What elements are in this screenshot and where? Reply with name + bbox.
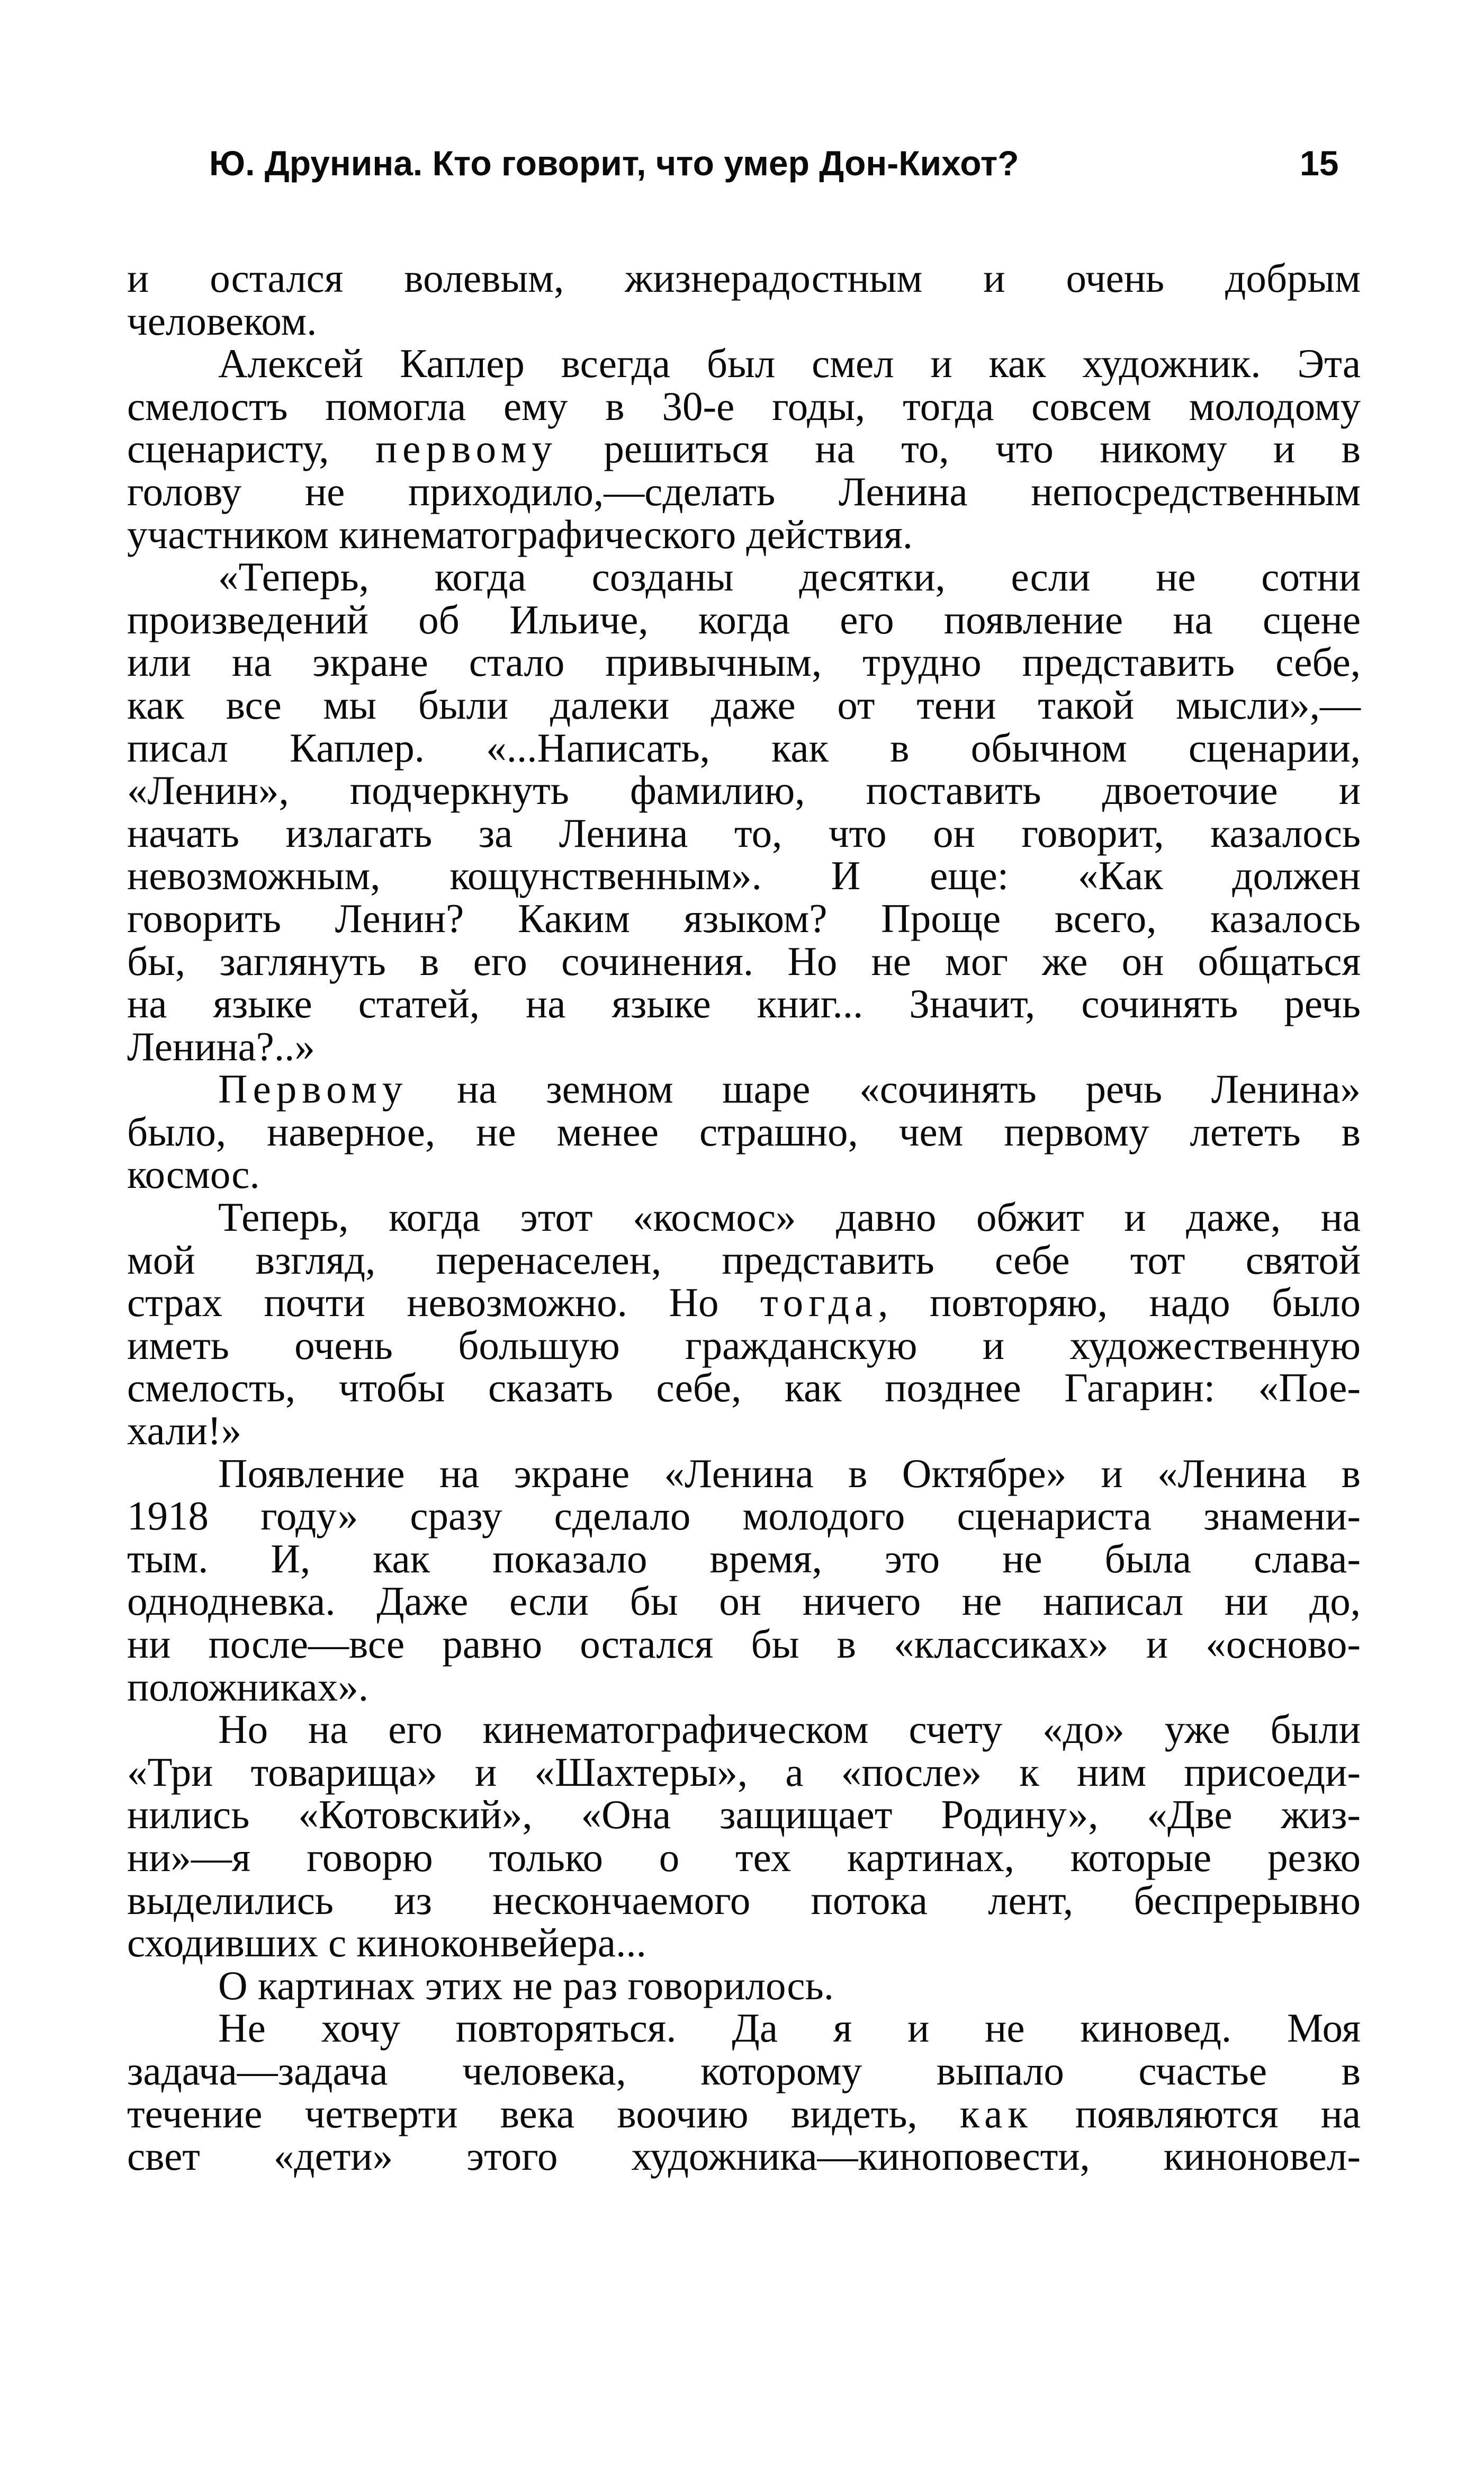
text-run: течение четверти века воочию видеть, — [127, 2090, 960, 2136]
paragraph — [127, 556, 1361, 1068]
text-line: было, наверное, не менее страшно, чем первому лететь в — [127, 1108, 1361, 1155]
text-line: иметь очень большую гражданскую и художественную — [127, 1322, 1361, 1368]
text-line: Теперь, когда этот «космос» давно обжит и даже, на — [218, 1194, 1361, 1240]
running-title: Ю. Друнина. Кто говорит, что умер Дон-Кихот? — [209, 144, 1019, 183]
text-line: произведений об Ильиче, когда его появление на сцене — [127, 596, 1361, 642]
text-line: смелостъ помогла ему в 30-е годы, тогда совсем молодому — [127, 383, 1361, 429]
text-run: решиться на то, что никому и в — [557, 426, 1361, 472]
text-line: тым. И, как показало время, это не была слава- — [127, 1535, 1361, 1581]
emphasized-word: как — [959, 2090, 1033, 2136]
text-run: страх почти невозможно. Но — [127, 1280, 761, 1326]
text-line: мой взгляд, перенаселен, представить себе тот святой — [127, 1237, 1361, 1283]
paragraph — [127, 1068, 1361, 1196]
text-line: Но на его кинематографическом счету «до» уже были — [218, 1706, 1361, 1752]
text-line: хали!» — [127, 1408, 242, 1454]
paragraph — [127, 1196, 1361, 1452]
paragraph — [127, 1708, 1361, 1964]
text-line: невозможным, кощунственным». И еще: «Как должен — [127, 853, 1361, 899]
text-line: «Три товарища» и «Шахтеры», а «после» к ним присоеди- — [127, 1749, 1361, 1795]
text-line: 1918 году» сразу сделало молодого сценариста знамени- — [127, 1493, 1361, 1539]
paragraph — [127, 2007, 1361, 2177]
text-line: участником кинематографического действия. — [127, 511, 913, 557]
paragraph — [127, 342, 1361, 556]
text-line: выделились из нескончаемого потока лент, беспрерывно — [127, 1877, 1361, 1923]
text-line: бы, заглянуть в его сочинения. Но не мог же он общаться — [127, 938, 1361, 984]
text-line: как все мы были далеки даже от тени такой мысли»,— — [127, 682, 1361, 728]
text-run: появляются на — [1032, 2090, 1361, 2136]
text-line: на языке статей, на языке книг... Значит, сочинять речь — [127, 981, 1361, 1027]
text-line: человеком. — [127, 298, 317, 344]
text-line: «Ленин», подчеркнуть фамилию, поставить двоеточие и — [127, 767, 1361, 813]
text-run: , повторяю, надо было — [878, 1280, 1361, 1326]
text-line: или на экране стало привычным, трудно представить себе, — [127, 639, 1361, 685]
text-line: Не хочу повторяться. Да я и не киновед. Моя — [218, 2005, 1361, 2051]
text-line — [127, 427, 1361, 470]
body-text — [127, 257, 1361, 2178]
text-line: О картинах этих не раз говорилось. — [218, 1962, 834, 2008]
text-line: ни после—все равно остался бы в «классиках» и «осново- — [127, 1621, 1361, 1667]
text-run: сценаристу, — [127, 426, 375, 472]
text-line: свет «дети» этого художника—киноповести, киноновел- — [127, 2133, 1361, 2179]
text-line: говорить Ленин? Каким языком? Проще всего, казалось — [127, 895, 1361, 941]
paragraph — [127, 1964, 1361, 2007]
text-run: на земном шаре «сочинять речь Ленина» — [408, 1066, 1361, 1112]
text-line: нились «Котовский», «Она защищает Родину», «Две жиз- — [127, 1792, 1361, 1838]
text-line: голову не приходило,—сделать Ленина непосредственным — [127, 468, 1361, 514]
page-number: 15 — [1300, 144, 1339, 183]
emphasized-word: тогда — [760, 1280, 878, 1326]
text-line: космос. — [127, 1151, 260, 1197]
text-line: начать излагать за Ленина то, что он говорит, казалось — [127, 810, 1361, 856]
text-line: ни»—я говорю только о тех картинах, которые резко — [127, 1834, 1361, 1880]
text-line: Алексей Каплер всегда был смел и как художник. Эта — [218, 341, 1361, 387]
text-line: писал Каплер. «...Написать, как в обычном сценарии, — [127, 724, 1361, 771]
paragraph — [127, 257, 1361, 342]
text-line: задача—задача человека, которому выпало счастье в — [127, 2047, 1361, 2094]
text-line: однодневка. Даже если бы он ничего не написал ни до, — [127, 1578, 1361, 1624]
text-line: «Теперь, когда созданы десятки, если не сотни — [218, 554, 1361, 600]
emphasized-word: первому — [375, 426, 557, 472]
text-line: Ленина?..» — [127, 1023, 315, 1069]
emphasized-word: Первому — [218, 1066, 408, 1112]
text-line — [127, 1068, 1361, 1111]
paragraph — [127, 1452, 1361, 1708]
text-line: положниках». — [127, 1663, 368, 1710]
text-line: сходивших с киноконвейера... — [127, 1920, 646, 1966]
text-line: и остался волевым, жизнерадостным и очень добрым — [127, 255, 1361, 301]
text-line — [127, 2092, 1361, 2135]
text-line — [127, 1281, 1361, 1324]
text-line: Появление на экране «Ленина в Октябре» и «Ленина в — [218, 1450, 1361, 1496]
text-line: смелость, чтобы сказать себе, как позднее Гагарин: «Пое- — [127, 1365, 1361, 1411]
